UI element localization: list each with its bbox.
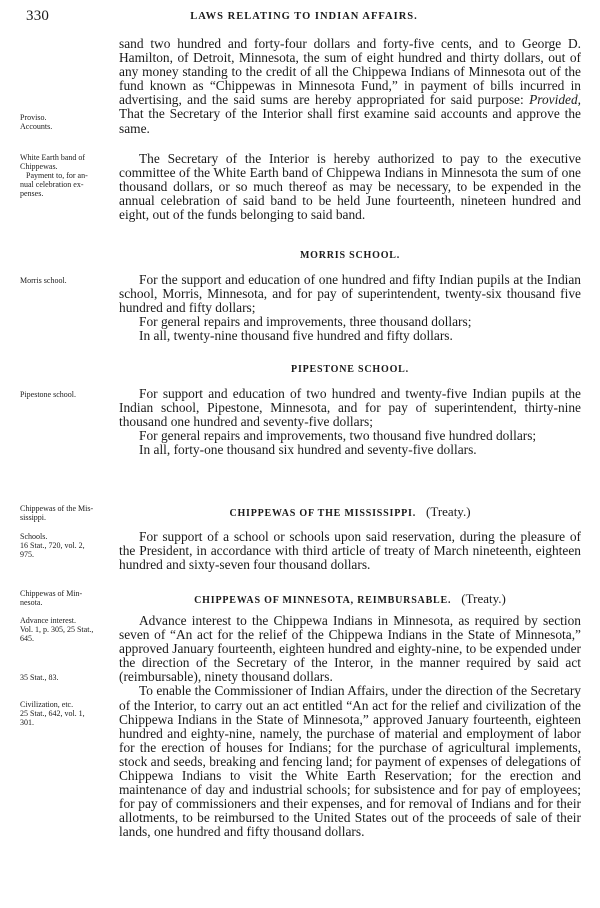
- margin-note-text: penses.: [20, 189, 44, 198]
- heading-text: PIPESTONE SCHOOL.: [291, 364, 409, 375]
- margin-note-text: nual celebration ex-: [20, 180, 84, 189]
- margin-note-text: 35 Stat., 83.: [20, 673, 59, 682]
- paragraph-text: To enable the Commissioner of Indian Affairs, under the direction of the Secretary of the Interior, to carry out an act entitled “An act for the relief and civilization of the Chippewa Indians in the State of Minnesota,” approved January fourteenth, eighteen hundred and eighty-nine, namely, the purchase of material and employment of labor for the erection of houses for Indians; for the purchase of agricultural implements, stock and seeds, breaking and fencing land; for payment of expenses of delegations of Chippewa Indians to visit the White Earth Reservation; for the erection and maintenance of day and industrial schools; for subsistence and for pay of employees; for pay of commissioners and their expenses, and for removal of Indians and for their allotments, to be reimbursed to the United States out of the proceeds of sale of their lands, one hundred and fifty thousand dollars.: [119, 683, 581, 840]
- margin-note-pipestone: [20, 390, 120, 399]
- margin-note-proviso: [20, 113, 120, 131]
- margin-note-text: nesota.: [20, 598, 43, 607]
- section-heading-morris: [119, 250, 581, 261]
- margin-note-schools: [20, 532, 120, 559]
- paragraph-text: Advance interest to the Chippewa Indians in Minnesota, as required by section seven of “An act for the relief of the Chippewa Indians in the State of Minnesota,” approved January fourteenth, eighteen hundred and eighty-nine, to be expended under the direction of the Secretary of the Interor, in the manner required by said act (reimbursable), ninety thousand dollars.: [119, 613, 581, 685]
- running-head: LAWS RELATING TO INDIAN AFFAIRS.: [190, 11, 418, 22]
- margin-note-advance: [20, 616, 120, 643]
- margin-note-text: 975.: [20, 550, 34, 559]
- margin-note-text: Advance interest.: [20, 616, 76, 625]
- section-minnesota: [119, 614, 581, 840]
- margin-note-text: Proviso.: [20, 113, 47, 122]
- section-mississippi: [119, 530, 581, 572]
- section-pipestone: [119, 387, 581, 457]
- margin-note-civilization: [20, 700, 120, 727]
- paragraph-text: For support of a school or schools upon said reservation, during the pleasure of the President, in accordance with third article of treaty of March nineteenth, eighteen hundred and sixty-seven four thousand dollars.: [119, 529, 581, 573]
- paragraph-text: That the Secretary of the Interior shall first examine said accounts and approve the same.: [119, 106, 581, 136]
- treaty-label: (Treaty.): [426, 504, 471, 519]
- paragraph-text: For support and education of two hundred and twenty-five Indian pupils at the Indian school, Pipestone, Minnesota, and for pay of superintendent, thirty-nine thousand one hundred and seventy-five dollars;: [119, 386, 581, 430]
- heading-text: CHIPPEWAS OF MINNESOTA, REIMBURSABLE.: [194, 595, 452, 606]
- margin-note-text: Accounts.: [20, 122, 53, 131]
- margin-note-text: Payment to, for an-: [26, 171, 88, 180]
- margin-note-text: Morris school.: [20, 276, 67, 285]
- heading-text: CHIPPEWAS OF THE MISSISSIPPI.: [229, 508, 417, 519]
- section-heading-pipestone: [119, 364, 581, 375]
- margin-note-text: 25 Stat., 642, vol. 1,: [20, 709, 85, 718]
- paragraph-text: For general repairs and improvements, two thousand five hundred dollars;: [139, 428, 537, 444]
- margin-note-mississippi: [20, 504, 120, 522]
- margin-note-text: White Earth band of: [20, 153, 86, 162]
- margin-note-text: Chippewas.: [20, 162, 58, 171]
- page-number: 330: [26, 8, 50, 24]
- margin-note-text: Schools.: [20, 532, 48, 541]
- paragraph-white-earth: [119, 152, 581, 222]
- margin-note-text: 16 Stat., 720, vol. 2,: [20, 541, 85, 550]
- paragraph-text: The Secretary of the Interior is hereby authorized to pay to the executive committee of the White Earth band of Chippewa Indians in Minnesota the sum of one thousand dollars, or so much thereof as may be necessary, to be expended in the annual celebration of said band to be held June fourteenth, nineteen hundred and eight, out of the funds belonging to said band.: [119, 151, 581, 223]
- margin-note-text: Pipestone school.: [20, 390, 76, 399]
- margin-note-text: 301.: [20, 718, 34, 727]
- margin-note-text: Civilization, etc.: [20, 700, 74, 709]
- margin-note-text: Chippewas of Min-: [20, 589, 83, 598]
- paragraph-text: For general repairs and improvements, three thousand dollars;: [139, 314, 472, 330]
- margin-note-stat35: [20, 673, 120, 682]
- margin-note-text: 645.: [20, 634, 34, 643]
- margin-note-white-earth: [20, 153, 120, 198]
- treaty-label: (Treaty.): [461, 591, 506, 606]
- margin-note-text: Vol. 1, p. 305, 25 Stat.,: [20, 625, 94, 634]
- heading-text: MORRIS SCHOOL.: [299, 250, 401, 261]
- margin-note-morris: [20, 276, 120, 285]
- margin-note-text: Chippewas of the Mis-: [20, 504, 94, 513]
- margin-note-minnesota: [20, 589, 120, 607]
- paragraph-text: In all, forty-one thousand six hundred and seventy-five dollars.: [139, 442, 477, 458]
- paragraph-hamilton: [119, 37, 581, 136]
- section-morris: [119, 273, 581, 343]
- paragraph-text: sand two hundred and forty-four dollars and forty-five cents, and to George D. Hamilton, of Detroit, Minnesota, the sum of eight hundred and thirty dollars, out of any money standing to the credit of all the Chippewa Indians of Minnesota out of the fund known as “Chippewas in Minnesota Fund,” in payment of bills incurred in advertising, and the said sums are hereby appropriated for said purpose:: [119, 36, 581, 108]
- proviso-word: Provided,: [529, 92, 581, 108]
- paragraph-text: For the support and education of one hundred and fifty Indian pupils at the Indian school, Morris, Minnesota, and for pay of superintendent, twenty-six thousand five hundred and fifty dollars;: [119, 272, 581, 316]
- section-heading-minnesota: [119, 591, 581, 607]
- margin-note-text: sissippi.: [20, 513, 47, 522]
- section-heading-mississippi: [119, 504, 581, 520]
- page-header: [26, 8, 582, 26]
- paragraph-text: In all, twenty-nine thousand five hundred and fifty dollars.: [139, 328, 453, 344]
